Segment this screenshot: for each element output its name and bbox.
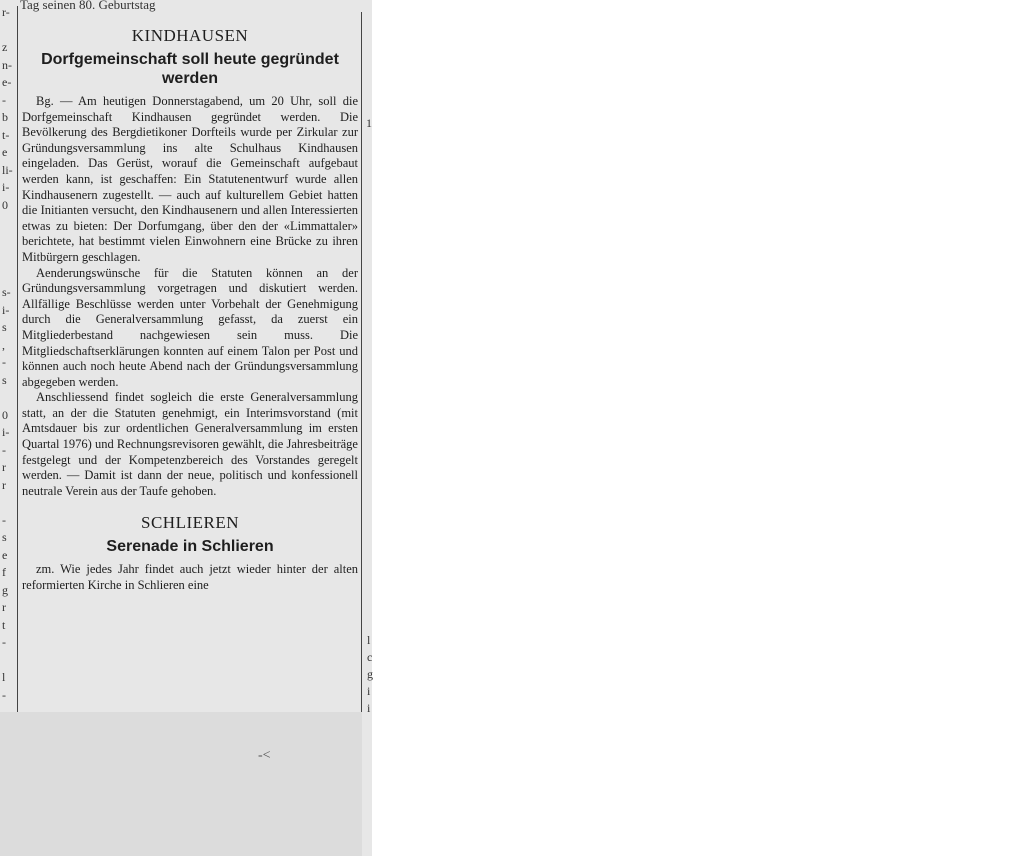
section-heading-schlieren: SCHLIEREN: [141, 513, 239, 533]
fragment-text: [0, 267, 14, 285]
fragment-text: g: [2, 582, 8, 597]
fragment-text: t: [2, 617, 6, 632]
fragment-text: [0, 214, 14, 232]
fragment-text: ,: [2, 337, 5, 352]
fragment-text: -: [2, 635, 6, 649]
fragment-text: s: [2, 320, 7, 334]
fragment-text: z: [2, 40, 8, 54]
fragment-text: s: [2, 372, 7, 387]
right-column-fragments-bottom: [367, 632, 377, 717]
fragment-text: -: [2, 355, 6, 369]
fragment-text: e: [2, 547, 8, 562]
fragment-text: [0, 22, 14, 40]
fragment-text: t-: [2, 127, 10, 142]
fragment-text: -: [2, 687, 6, 702]
fragment-text: l: [2, 670, 6, 684]
fragment-text: l: [367, 633, 371, 647]
fragment-text: e-: [2, 75, 12, 89]
adjacent-column-fragments: [0, 4, 14, 704]
pencil-mark: -<: [258, 748, 271, 763]
article-paragraph: Bg. — Am heutigen Donnerstagabend, um 20 Uhr, soll die Dorfgemeinschaft Kindhausen gegründet werden. Die Bevölkerung des Bergdietikoner Dorfteils wurde per Zirkular zur Gründungsversammlung ins alte Schulhaus Kindhausen eingeladen. Das Gerüst, worauf die Gemeinschaft aufgebaut werden kann, ist geschaffen: Ein Statutenentwurf wurde allen Kindhausenern zugestellt. — auch auf kulturellem Gebiet hatten die Initianten versucht, den Kindhausenern und allen Interessierten etwas zu bieten: Der Dorfumgang, über den der «Limmattaler» berichtete, hat bestimmt vielen Einwohnern eine Brücke zu ihren Mitbürgern geschlagen.: [22, 94, 358, 264]
fragment-text: r: [2, 600, 6, 614]
article-paragraph: Anschliessend findet sogleich die erste Generalversammlung statt, an der die Statuten genehmigt, ein Interimsvorstand (mit Amtsdauer bis zur ordentlichen Generalversammlung im ersten Quartal 1976) und Rechnungsrevisoren gewählt, die Jahresbeiträge festgelegt und der Kompetenzbereich des Vorstandes geregelt werden. — Damit ist dann der neue, politisch und konfessionell neutrale Verein aus der Taufe gehoben.: [22, 390, 358, 498]
fragment-text: n-: [2, 57, 12, 72]
article-headline: Dorfgemeinschaft soll heute gegründet werden: [41, 51, 339, 87]
fragment-text: [0, 389, 14, 407]
fragment-text: s: [2, 530, 7, 544]
fragment-text: [0, 494, 14, 512]
fragment-text: i-: [2, 180, 10, 194]
fragment-text: i: [367, 701, 371, 715]
fragment-text: li-: [2, 162, 13, 177]
article-paragraph: Aenderungswünsche für die Statuten können an der Gründungsversammlung vorgetragen und diskutiert werden. Allfällige Beschlüsse werden unter Vorbehalt der Genehmigung durch die Generalversammlung gefasst, da zuerst ein Mitgliederbestand nachgewiesen sein muss. Die Mitgliedschaftserklärungen konnten auf einem Talon per Post und können auch noch heute Abend nach der Gründungsversammlung abgegeben werden.: [22, 265, 358, 389]
fragment-text: 0: [2, 197, 8, 212]
fragment-text: e: [2, 145, 8, 159]
article-paragraph-serenade: zm. Wie jedes Jahr findet auch jetzt wieder hinter der alten reformierten Kirche in Schlieren eine: [22, 562, 358, 593]
column-rule-left: [17, 6, 18, 712]
fragment-text: -: [2, 92, 6, 107]
article-headline-serenade: Serenade in Schlieren: [106, 538, 274, 556]
fragment-text: 0: [2, 407, 8, 422]
fragment-text: [0, 652, 14, 670]
clipping-margin: [0, 712, 362, 856]
cut-off-top-line: Tag seinen 80. Geburtstag: [20, 0, 156, 12]
column-rule-right: [361, 12, 362, 712]
section-heading-kindhausen: KINDHAUSEN: [131, 26, 249, 45]
fragment-text: r-: [2, 5, 10, 19]
fragment-text: f: [2, 565, 6, 579]
fragment-text: [0, 249, 14, 267]
fragment-text: c: [367, 650, 373, 664]
fragment-text: r: [2, 477, 6, 492]
fragment-text: i-: [2, 302, 10, 317]
article-column: [22, 22, 358, 594]
fragment-text: g: [367, 667, 373, 681]
fragment-text: i: [367, 684, 371, 698]
fragment-text: r: [2, 460, 6, 474]
fragment-text: 1: [366, 116, 372, 130]
fragment-text: i-: [2, 425, 10, 439]
fragment-text: s-: [2, 285, 11, 299]
fragment-text: b: [2, 110, 8, 124]
fragment-text: -: [2, 442, 6, 457]
fragment-text: -: [2, 512, 6, 527]
fragment-text: [0, 232, 14, 250]
right-column-fragments-top: [366, 116, 376, 131]
